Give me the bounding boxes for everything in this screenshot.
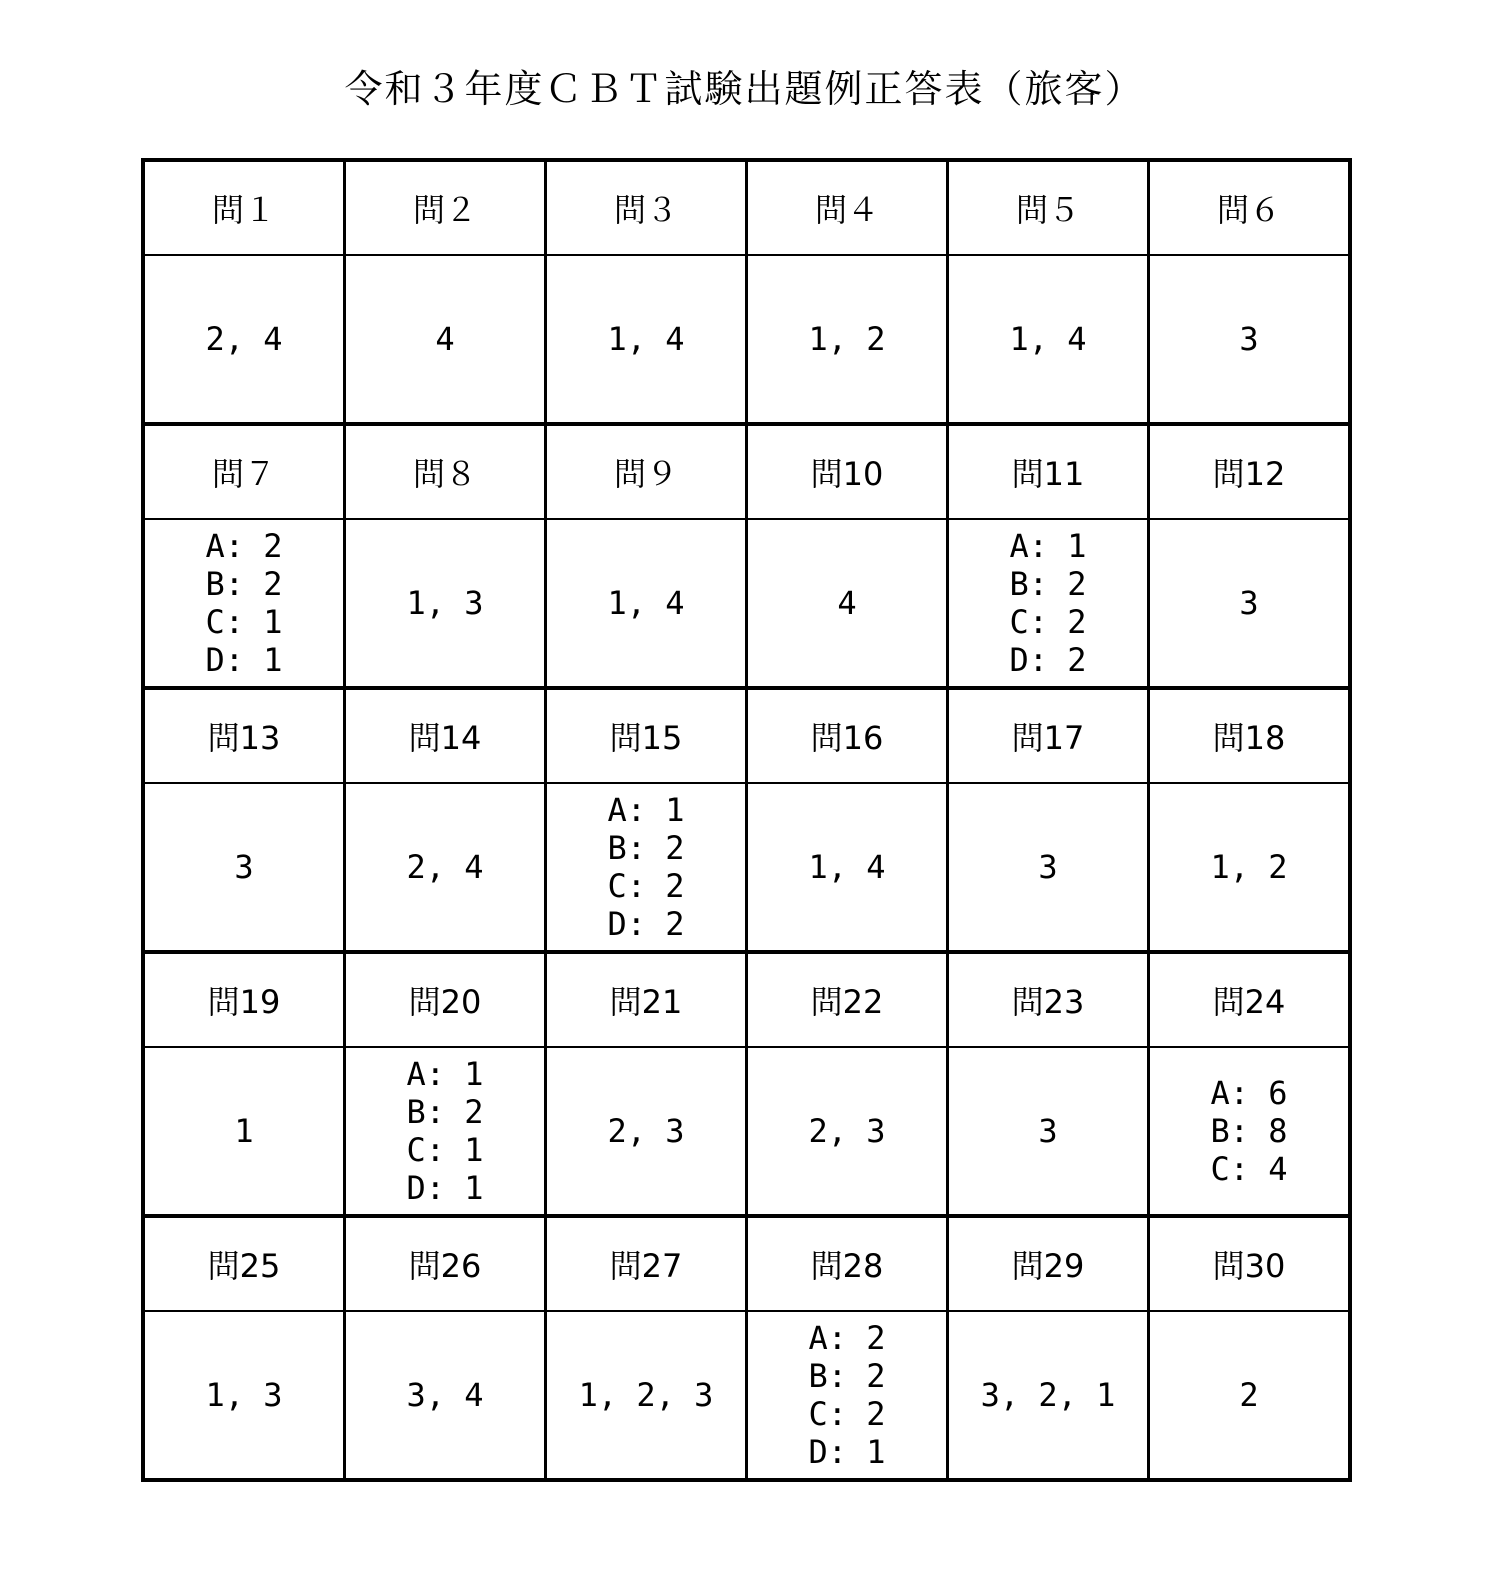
question-number-cell: 問17 [948,688,1149,783]
answer-line: C: 2 [1009,603,1087,641]
answer-line: A: 6 [1210,1074,1288,1112]
question-number-cell: 問５ [948,160,1149,255]
answer-line: 1 [234,1112,254,1150]
answer-line: 4 [435,320,455,358]
answer-line: 3 [234,848,254,886]
answer-line: B: 2 [607,829,685,867]
answer-cell [546,519,747,688]
question-number-cell: 問29 [948,1216,1149,1311]
answer-text [808,1319,885,1471]
question-number-cell: 問21 [546,952,747,1047]
answer-text [1210,848,1287,886]
answer-text [406,584,483,622]
question-number-cell: 問23 [948,952,1149,1047]
question-number-cell: 問12 [1149,424,1351,519]
question-header-row [143,1216,1350,1311]
answer-text [1239,584,1258,622]
question-number-cell: 問24 [1149,952,1351,1047]
answer-line: 1, 4 [808,848,886,886]
answer-line: B: 2 [808,1357,886,1395]
answer-line: C: 2 [607,867,685,905]
answer-cell [1149,1047,1351,1216]
answer-line: 1, 2 [1210,848,1288,886]
answer-cell [546,255,747,424]
answer-line: 3, 4 [406,1376,484,1414]
answer-line: 1, 2 [808,320,886,358]
answer-text [435,320,454,358]
question-number-cell: 問30 [1149,1216,1351,1311]
answer-text [1038,1112,1057,1150]
answer-text [1239,1376,1258,1414]
question-header-row [143,952,1350,1047]
answer-text [1009,320,1086,358]
answer-line: 1, 4 [607,320,685,358]
answer-text [981,1376,1116,1414]
answer-cell [948,1311,1149,1480]
answer-line: 4 [837,584,857,622]
question-number-cell: 問１ [143,160,345,255]
answer-text [205,527,282,679]
page-title: 令和３年度ＣＢＴ試験出題例正答表（旅客） [344,67,1145,111]
answer-cell [143,783,345,952]
answer-cell [546,783,747,952]
question-header-row [143,424,1350,519]
answer-line: D: 1 [205,641,283,679]
question-number-cell: 問11 [948,424,1149,519]
answer-line: D: 1 [808,1433,886,1471]
answer-cell [345,255,546,424]
answer-line: 3 [1038,848,1058,886]
question-number-cell: 問３ [546,160,747,255]
answer-line: C: 1 [205,603,283,641]
answer-text [607,584,684,622]
answer-line: 1, 3 [406,584,484,622]
answer-line: 3 [1239,320,1259,358]
answer-row [143,1311,1350,1480]
answer-cell [546,1047,747,1216]
answer-row [143,783,1350,952]
answer-cell [345,783,546,952]
answer-text [579,1376,714,1414]
answer-cell [747,1047,948,1216]
answer-text [607,320,684,358]
answer-cell [747,1311,948,1480]
answer-cell [143,255,345,424]
answer-line: B: 2 [205,565,283,603]
answer-text [808,848,885,886]
answer-cell [143,1047,345,1216]
answer-table-body [143,160,1350,1480]
answer-line: A: 2 [808,1319,886,1357]
answer-text [1038,848,1057,886]
answer-row [143,1047,1350,1216]
answer-cell [948,519,1149,688]
question-header-row [143,160,1350,255]
answer-line: 3 [1239,584,1259,622]
answer-cell [345,519,546,688]
answer-text [406,1376,483,1414]
answer-cell [948,1047,1149,1216]
answer-cell [747,519,948,688]
answer-text [1009,527,1086,679]
question-number-cell: 問７ [143,424,345,519]
answer-line: A: 1 [406,1055,484,1093]
question-number-cell: 問10 [747,424,948,519]
answer-text [837,584,856,622]
question-number-cell: 問13 [143,688,345,783]
answer-cell [143,1311,345,1480]
answer-cell [1149,783,1351,952]
answer-table [141,158,1352,1482]
answer-text [808,320,885,358]
answer-cell [948,783,1149,952]
answer-line: 1, 4 [607,584,685,622]
answer-line: B: 2 [1009,565,1087,603]
answer-text [1210,1074,1287,1188]
answer-text [1239,320,1258,358]
answer-line: D: 2 [1009,641,1087,679]
answer-text [607,791,684,943]
question-number-cell: 問19 [143,952,345,1047]
answer-line: A: 1 [1009,527,1087,565]
question-number-cell: 問20 [345,952,546,1047]
question-number-cell: 問４ [747,160,948,255]
answer-line: 2, 4 [205,320,283,358]
answer-text [234,848,253,886]
answer-line: 1, 4 [1009,320,1087,358]
answer-line: A: 2 [205,527,283,565]
answer-text [808,1112,885,1150]
answer-text [205,1376,282,1414]
answer-line: C: 1 [406,1131,484,1169]
answer-cell [345,1047,546,1216]
answer-text [205,320,282,358]
answer-line: 1, 3 [205,1376,283,1414]
question-number-cell: 問28 [747,1216,948,1311]
answer-line: 1, 2, 3 [578,1376,714,1414]
question-number-cell: 問27 [546,1216,747,1311]
question-number-cell: 問６ [1149,160,1351,255]
answer-line: B: 8 [1210,1112,1288,1150]
answer-row [143,255,1350,424]
answer-cell [948,255,1149,424]
answer-cell [143,519,345,688]
answer-line: 2 [1239,1376,1259,1414]
question-number-cell: 問26 [345,1216,546,1311]
answer-text [607,1112,684,1150]
answer-line: C: 4 [1210,1150,1288,1188]
answer-line: D: 1 [406,1169,484,1207]
answer-line: 3, 2, 1 [980,1376,1116,1414]
answer-line: 2, 3 [808,1112,886,1150]
question-number-cell: 問14 [345,688,546,783]
answer-cell [546,1311,747,1480]
answer-cell [1149,1311,1351,1480]
answer-cell [747,255,948,424]
answer-line: B: 2 [406,1093,484,1131]
answer-cell [1149,255,1351,424]
answer-line: D: 2 [607,905,685,943]
answer-cell [345,1311,546,1480]
answer-cell [747,783,948,952]
question-number-cell: 問16 [747,688,948,783]
answer-row [143,519,1350,688]
question-number-cell: 問18 [1149,688,1351,783]
question-number-cell: 問25 [143,1216,345,1311]
question-number-cell: 問２ [345,160,546,255]
answer-text [406,1055,483,1207]
answer-text [406,848,483,886]
answer-line: 2, 4 [406,848,484,886]
answer-line: 3 [1038,1112,1058,1150]
answer-line: A: 1 [607,791,685,829]
question-number-cell: 問９ [546,424,747,519]
question-number-cell: 問15 [546,688,747,783]
answer-text [234,1112,253,1150]
question-number-cell: 問22 [747,952,948,1047]
question-header-row [143,688,1350,783]
question-number-cell: 問８ [345,424,546,519]
answer-cell [1149,519,1351,688]
answer-line: C: 2 [808,1395,886,1433]
answer-line: 2, 3 [607,1112,685,1150]
